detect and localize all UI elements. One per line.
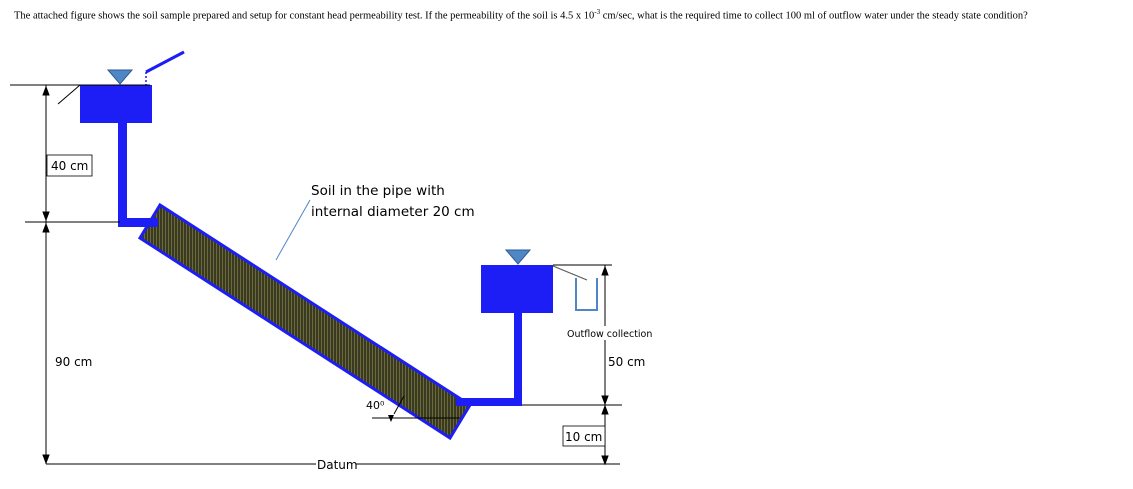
angle-label: 40⁰ <box>366 399 385 412</box>
overflow-outlet <box>553 266 587 280</box>
lower-reservoir <box>456 265 553 406</box>
lower-water-level-marker <box>506 250 530 264</box>
outflow-label: Outflow collection <box>567 329 653 340</box>
question-exponent: -3 <box>594 8 601 16</box>
question-part1: The attached figure shows the soil sample prepared and setup for constant head permeability test. If the permeability of the soil is 4.5 x 10 <box>14 10 595 22</box>
soil-pipe <box>140 205 470 438</box>
soil-label-line2: internal diameter 20 cm <box>311 204 475 220</box>
label-40cm: 40 cm <box>51 159 89 173</box>
label-90cm: 90 cm <box>55 355 93 369</box>
inflow-tap <box>146 52 184 85</box>
collection-beaker <box>576 278 597 310</box>
question-part2: cm/sec, what is the required time to collect 100 ml of outflow water under the steady state condition? <box>600 10 1028 22</box>
soil-label-line1: Soil in the pipe with <box>311 183 445 199</box>
soil-label-leader <box>276 200 310 260</box>
label-50cm: 50 cm <box>608 355 646 369</box>
label-10cm: 10 cm <box>565 430 603 444</box>
datum-label: Datum <box>317 458 358 472</box>
upper-water-level-marker <box>108 70 132 84</box>
